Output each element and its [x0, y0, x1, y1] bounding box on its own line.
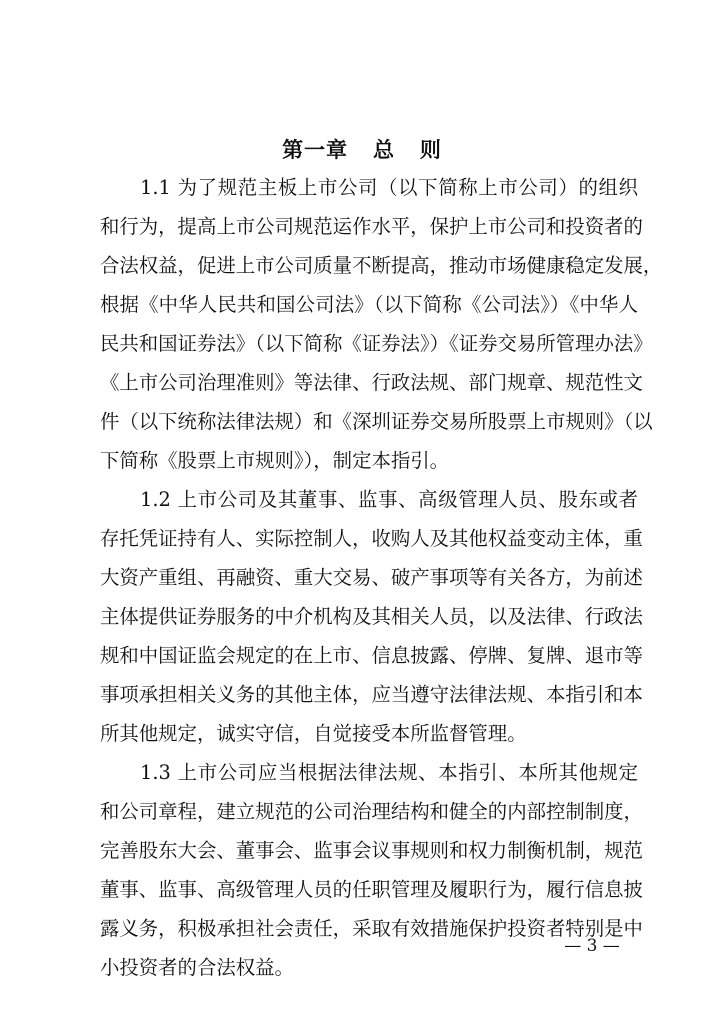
paragraph-line: 规和中国证监会规定的在上市、信息披露、停牌、复牌、退市等 [100, 644, 643, 667]
paragraph-line: 主体提供证券服务的中介机构及其相关人员，以及法律、行政法 [100, 605, 643, 628]
paragraph-1-3 [100, 753, 643, 987]
body-text [100, 168, 663, 987]
paragraph-line: 所其他规定，诚实守信，自觉接受本所监督管理。 [100, 722, 527, 745]
paragraph-line: 1.1 为了规范主板上市公司（以下简称上市公司）的组织 [140, 176, 638, 199]
paragraph-line: 《上市公司治理准则》等法律、行政法规、部门规章、规范性文 [100, 371, 643, 394]
paragraph-line: 根据《中华人民共和国公司法》（以下简称《公司法》）《中华人 [100, 293, 638, 316]
paragraph-line: 事项承担相关义务的其他主体，应当遵守法律法规、本指引和本 [100, 683, 643, 706]
paragraph-line: 大资产重组、再融资、重大交易、破产事项等有关各方，为前述 [100, 566, 643, 589]
paragraph-line: 小投资者的合法权益。 [100, 956, 294, 979]
paragraph-line: 董事、监事、高级管理人员的任职管理及履职行为，履行信息披 [100, 878, 643, 901]
paragraph-line: 1.2 上市公司及其董事、监事、高级管理人员、股东或者 [140, 488, 638, 511]
paragraph-line: 完善股东大会、董事会、监事会议事规则和权力制衡机制，规范 [100, 839, 643, 862]
paragraph-line: 件（以下统称法律法规）和《深圳证券交易所股票上市规则》（以 [100, 410, 653, 433]
page-number: — 3 — [564, 936, 620, 956]
paragraph-line: 合法权益，促进上市公司质量不断提高，推动市场健康稳定发展， [100, 254, 663, 277]
paragraph-line: 和行为，提高上市公司规范运作水平，保护上市公司和投资者的 [100, 215, 643, 238]
paragraph-line: 下简称《股票上市规则》），制定本指引。 [100, 449, 450, 472]
paragraph-line: 民共和国证券法》（以下简称《证券法》）《证券交易所管理办法》 [100, 332, 653, 355]
paragraph-1-1 [100, 168, 663, 480]
paragraph-1-2 [100, 480, 643, 753]
paragraph-line: 1.3 上市公司应当根据法律法规、本指引、本所其他规定 [140, 761, 638, 784]
paragraph-line: 和公司章程，建立规范的公司治理结构和健全的内部控制制度， [100, 800, 643, 823]
chapter-title: 第一章 总 则 [282, 138, 442, 162]
paragraph-line: 露义务，积极承担社会责任，采取有效措施保护投资者特别是中 [100, 917, 643, 940]
paragraph-line: 存托凭证持有人、实际控制人，收购人及其他权益变动主体，重 [100, 527, 643, 550]
